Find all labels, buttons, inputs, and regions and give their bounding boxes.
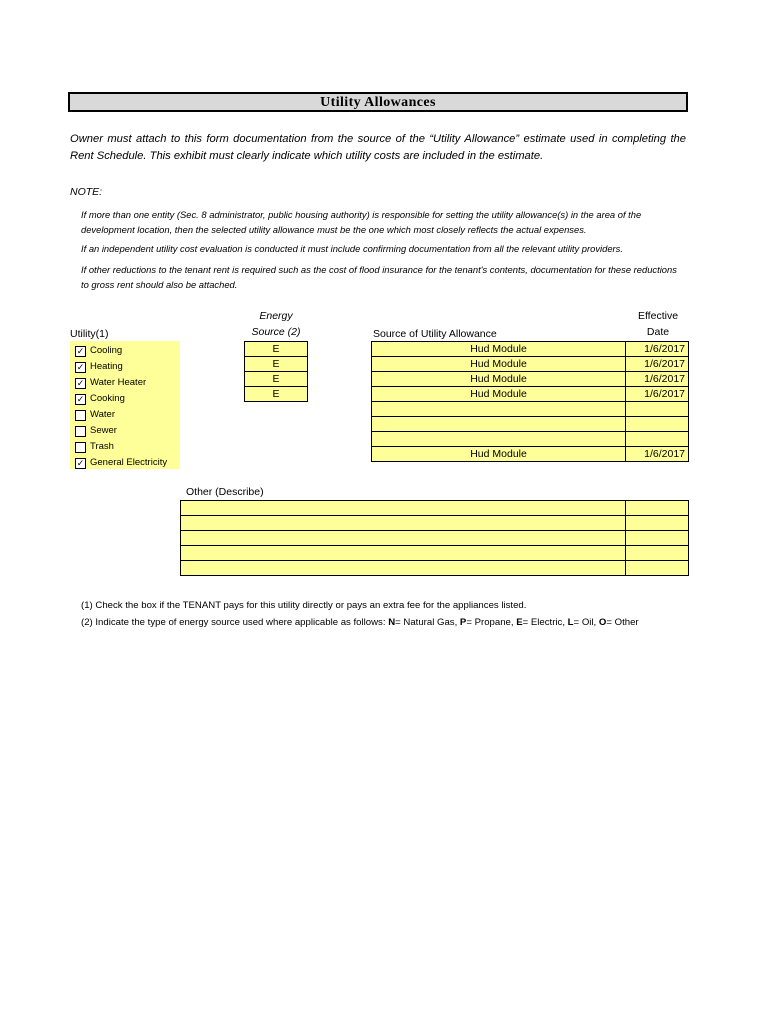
utility-checklist [70, 341, 180, 469]
source-cell[interactable] [372, 417, 626, 432]
footnote-1: (1) Check the box if the TENANT pays for this utility directly or pays an extra fee for the appliances listed. [81, 600, 527, 611]
utility-label: Water [90, 409, 115, 420]
utility-row-cooking[interactable] [75, 391, 125, 407]
utility-label: Sewer [90, 425, 117, 436]
date-cell[interactable]: 1/6/2017 [626, 447, 689, 462]
date-cell[interactable]: 1/6/2017 [626, 342, 689, 357]
energy-source-cell[interactable]: E [245, 357, 308, 372]
code-text: = Electric, [522, 617, 568, 628]
footnotes [81, 597, 701, 631]
energy-source-cell[interactable]: E [245, 342, 308, 357]
source-cell[interactable]: Hud Module [372, 372, 626, 387]
date-cell[interactable]: 1/6/2017 [626, 387, 689, 402]
other-describe-cell[interactable] [181, 546, 626, 561]
utility-row-water-heater[interactable] [75, 375, 146, 391]
other-date-cell[interactable] [626, 531, 689, 546]
code-text: = Propane, [466, 617, 517, 628]
other-header: Other (Describe) [186, 486, 264, 498]
source-cell[interactable]: Hud Module [372, 342, 626, 357]
effective-header-line2: Date [646, 326, 670, 338]
checkbox-general-electricity[interactable]: ✓ [76, 457, 85, 468]
date-cell[interactable]: 1/6/2017 [626, 372, 689, 387]
energy-header-line2: Source (2) [251, 326, 301, 338]
source-cell[interactable] [372, 402, 626, 417]
code-key: P [459, 617, 467, 628]
note-label: NOTE: [70, 186, 103, 198]
date-cell[interactable] [626, 402, 689, 417]
other-describe-cell[interactable] [181, 561, 626, 576]
page-title: Utility Allowances [68, 92, 688, 112]
utility-label: Cooking [90, 393, 125, 404]
utility-row-water[interactable] [75, 407, 115, 423]
utility-row-trash[interactable] [75, 439, 114, 455]
checkbox-water-heater[interactable]: ✓ [76, 377, 85, 388]
checkbox-trash[interactable] [75, 442, 86, 453]
footnote-2 [81, 614, 701, 631]
footnote-2-prefix: (2) Indicate the type of energy source used where applicable as follows: [81, 617, 389, 628]
energy-source-table [244, 341, 308, 402]
energy-source-cell[interactable]: E [245, 387, 308, 402]
energy-header-line1: Energy [259, 310, 293, 322]
utility-row-sewer[interactable] [75, 423, 117, 439]
utility-label: Heating [90, 361, 123, 372]
checkbox-sewer[interactable] [75, 426, 86, 437]
checkbox-water[interactable] [75, 410, 86, 421]
code-text: = Oil, [573, 617, 599, 628]
utility-label: Cooling [90, 345, 123, 356]
other-date-cell[interactable] [626, 546, 689, 561]
note-item: If an independent utility cost evaluation is conducted it must include confirming documentation from all the relevant utility providers. [81, 243, 623, 254]
code-key: L [567, 617, 574, 628]
note-item: If more than one entity (Sec. 8 administrator, public housing authority) is responsible for setting the utility allowance(s) in the area of the development location, then the selected utility allowance must be the one which most closely reflects the actual expenses. [81, 209, 642, 235]
other-date-cell[interactable] [626, 516, 689, 531]
code-key: E [516, 617, 523, 628]
note-item: If other reductions to the tenant rent is required such as the cost of flood insurance for the tenant's contents, documentation for these reductions to gross rent should also be attached. [81, 264, 677, 290]
energy-source-cell[interactable]: E [245, 372, 308, 387]
source-header: Source of Utility Allowance [373, 328, 497, 340]
utility-row-general-electricity[interactable] [75, 455, 167, 471]
utility-header: Utility(1) [70, 328, 109, 340]
code-key: N [388, 617, 396, 628]
date-cell[interactable] [626, 432, 689, 447]
other-date-cell[interactable] [626, 561, 689, 576]
allowance-source-table [371, 341, 689, 462]
date-cell[interactable] [626, 417, 689, 432]
utility-label: General Electricity [90, 457, 168, 468]
other-table [180, 500, 689, 576]
code-key: O [598, 617, 607, 628]
other-describe-cell[interactable] [181, 516, 626, 531]
other-describe-cell[interactable] [181, 501, 626, 516]
code-text: = Other [606, 617, 639, 628]
other-describe-cell[interactable] [181, 531, 626, 546]
intro-paragraph: Owner must attach to this form documentation from the source of the “Utility Allowance” estimate used in completing the Rent Schedule. This exhibit must clearly indicate which utility costs are included in the estimate. [70, 133, 686, 162]
checkbox-heating[interactable]: ✓ [76, 361, 85, 372]
effective-header-line1: Effective [637, 310, 679, 322]
checkbox-cooking[interactable]: ✓ [76, 393, 85, 404]
code-text: = Natural Gas, [395, 617, 460, 628]
source-cell[interactable]: Hud Module [372, 357, 626, 372]
source-cell[interactable]: Hud Module [372, 447, 626, 462]
checkbox-cooling[interactable]: ✓ [76, 345, 85, 356]
source-cell[interactable] [372, 432, 626, 447]
utility-label: Water Heater [90, 377, 147, 388]
utility-row-cooling[interactable] [75, 343, 122, 359]
source-cell[interactable]: Hud Module [372, 387, 626, 402]
utility-row-heating[interactable] [75, 359, 123, 375]
utility-label: Trash [90, 441, 114, 452]
other-date-cell[interactable] [626, 501, 689, 516]
date-cell[interactable]: 1/6/2017 [626, 357, 689, 372]
